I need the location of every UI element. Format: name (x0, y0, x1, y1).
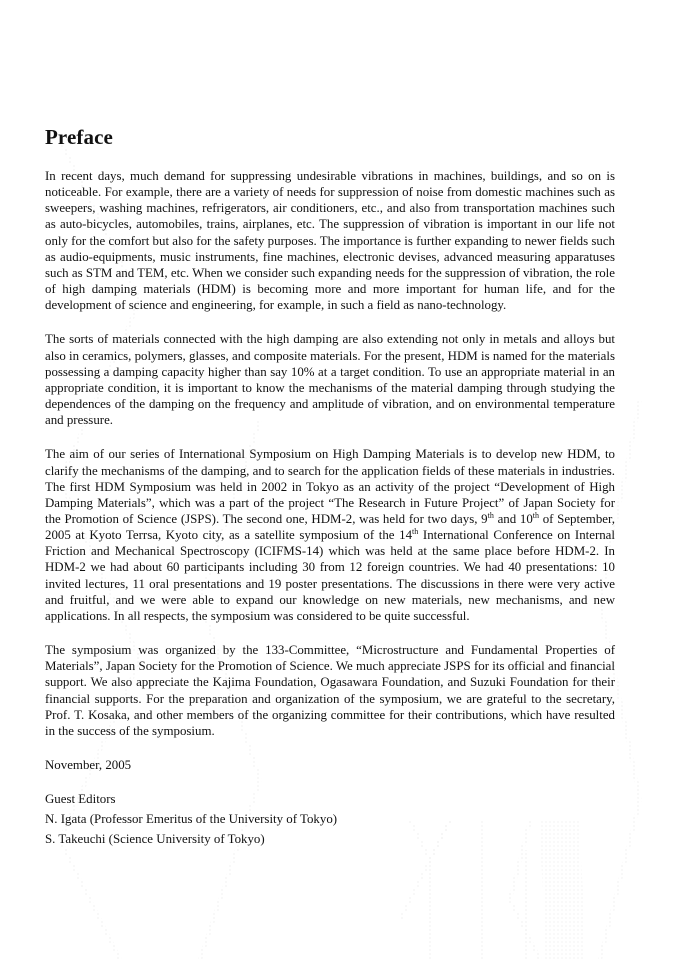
date-line: November, 2005 (45, 758, 132, 772)
editor-name: S. Takeuchi (Science University of Tokyo) (45, 832, 265, 846)
ordinal-suffix: th (412, 527, 419, 537)
ordinal-suffix: th (487, 510, 494, 520)
paragraph-3 (45, 446, 615, 624)
paragraph-4: The symposium was organized by the 133-Committee, “Microstructure and Fundamental Properties of Materials”, Japan Society for the Promotion of Science. We much appreciate JSPS for its official and financial support. We also appreciate the Kajima Foundation, Ogasawara Foundation, and Suzuki Foundation for their financial supports. For the preparation and organization of the symposium, we are grateful to the secretary, Prof. T. Kosaka, and other members of the organizing committee for their contributions, which have resulted in the success of the symposium. (45, 643, 615, 738)
ordinal-suffix: th (532, 510, 540, 520)
paragraph-3-text-b: and 10 (493, 511, 533, 526)
paragraph-2: The sorts of materials connected with the high damping are also extending not only in metals and alloys but also in ceramics, polymers, glasses, and composite materials. For the present, HDM is named for the materials possessing a damping capacity higher than say 10% at a target condition. To use an appropriate material in an appropriate condition, it is important to know the mechanisms of the material damping through studying the dependences of the damping on the frequency and amplitude of vibration, and on environmental temperature and pressure. (45, 332, 615, 428)
editor-name: N. Igata (Professor Emeritus of the University of Tokyo) (45, 812, 338, 826)
editors-heading: Guest Editors (45, 792, 116, 806)
page-title: Preface (45, 125, 113, 149)
paragraph-3-text-c: of September, 2005 at Kyoto Terrsa, Kyoto city, as a satellite symposium of the 14 (45, 511, 615, 543)
paragraph-3-text-a: The aim of our series of International Symposium on High Damping Materials is to develop new HDM, to clarify the mechanisms of the damping, and to search for the application fields of these materials in industries. The first HDM Symposium was held in 2002 in Tokyo as an activity of the project “Development of High Damping Materials”, which was a part of the project “The Research in Future Project” of Japan Society for the Promotion of Science (JSPS). The second one, HDM-2, was held for two days, 9 (45, 447, 615, 526)
paragraph-1: In recent days, much demand for suppressing undesirable vibrations in machines, buildings, and so on is noticeable. For example, there are a variety of needs for suppression of noise from domestic machines such as sweepers, washing machines, refrigerators, air conditioners, etc., and also from transportation machines such as auto-bicycles, automobiles, trains, airplanes, etc. The suppression of vibration is important in our life not only for the comfort but also for the safety purposes. The importance is further expanding to newer fields such as audio-equipments, music instruments, fine machines, electronic devises, advanced measuring apparatuses such as STM and TEM, etc. When we consider such expanding needs for the suppression of vibration, the role of high damping materials (HDM) is becoming more and more important for human life, and for the development of science and engineering, for example, in such a field as nano-technology. (45, 169, 615, 313)
preface-page (45, 124, 615, 851)
paragraph-3-text-d: International Conference on Internal Friction and Mechanical Spectroscopy (ICIFMS-14) which was held at the same place before HDM-2. In HDM-2 we had about 60 participants including 30 from 12 foreign countries. We had 40 presentations: 10 invited lectures, 11 oral presentations and 19 poster presentations. The discussions in there were very active and fruitful, and we were able to expand our knowledge on new materials, new mechanisms, and new applications. In all respects, the symposium was considered to be quite successful. (45, 528, 615, 623)
closing-block (45, 757, 615, 847)
